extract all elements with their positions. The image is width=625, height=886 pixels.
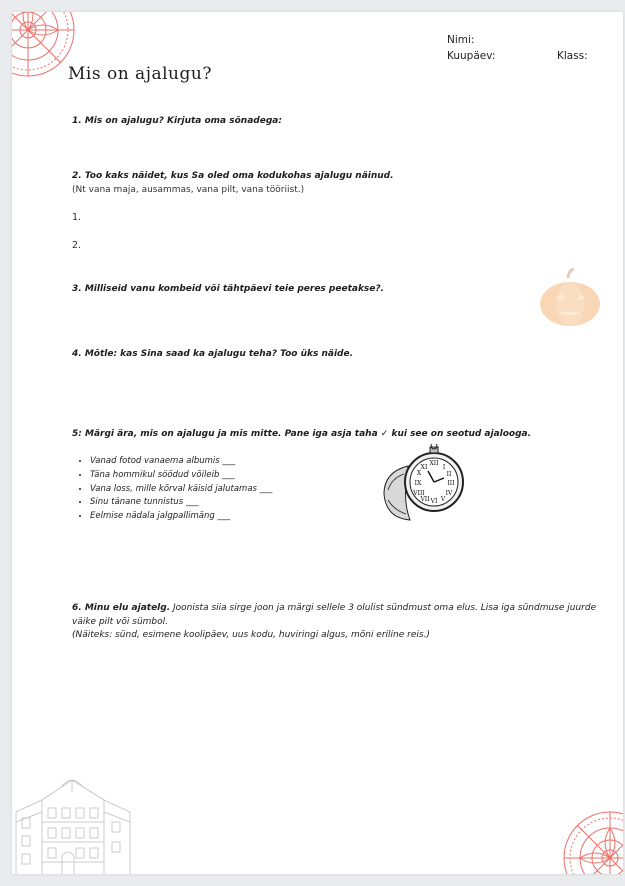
- question-2: 2. Too kaks näidet, kus Sa oled oma kodukohas ajalugu näinud.: [72, 171, 394, 181]
- building-icon: [12, 772, 132, 874]
- svg-text:IX: IX: [414, 480, 422, 487]
- pocket-watch-icon: [378, 444, 470, 524]
- question-6: [72, 602, 608, 643]
- question-5: 5: Märgi ära, mis on ajalugu ja mis mitte. Pane iga asja taha ✓ kui see on seotud ajalooga.: [72, 429, 532, 439]
- page-title: Mis on ajalugu?: [68, 64, 212, 84]
- svg-text:II: II: [446, 471, 452, 478]
- svg-text:VIII: VIII: [413, 490, 425, 497]
- list-item: • Eelmise nädala jalgpallimäng ___: [90, 510, 370, 524]
- svg-text:III: III: [447, 480, 455, 487]
- list-item: • Täna hommikul söödud võileib ___: [90, 469, 370, 483]
- svg-text:VII: VII: [420, 496, 430, 503]
- svg-text:X: X: [416, 470, 422, 477]
- answer-line-2: 2.: [72, 240, 82, 251]
- name-label: Nimi:: [447, 34, 475, 46]
- svg-text:V: V: [440, 496, 446, 503]
- question-2-note: (Nt vana maja, ausammas, vana pilt, vana tööriist.): [72, 185, 305, 195]
- question-4: 4. Mõtle: kas Sina saad ka ajalugu teha? Too üks näide.: [72, 349, 354, 359]
- list-item: • Vana loss, mille kõrval käisid jalutamas ___: [90, 483, 370, 497]
- question-6-note: (Näiteks: sünd, esimene koolipäev, uus kodu, huviringi algus, mõni eriline reis.): [72, 630, 430, 640]
- corner-ornament-bottom-right-icon: [560, 808, 623, 874]
- worksheet-page: [12, 12, 623, 874]
- question-6-text: Joonista siia sirge joon ja märgi sellele 3 olulist sündmust oma elus. Lisa iga sündmuse juurde väike pilt või sümbol.: [72, 603, 597, 627]
- svg-text:IV: IV: [445, 490, 453, 497]
- question-6-heading: 6. Minu elu ajatelg.: [72, 603, 171, 613]
- question-3: 3. Milliseid vanu kombeid või tähtpäevi teie peres peetakse?.: [72, 284, 385, 294]
- svg-text:XI: XI: [420, 464, 428, 471]
- svg-text:I: I: [442, 464, 446, 471]
- answer-line-1: 1.: [72, 212, 82, 223]
- class-label: Klass:: [557, 50, 588, 62]
- pumpkin-icon: [538, 268, 602, 328]
- list-item: • Vanad fotod vanaema albumis ___: [90, 455, 370, 469]
- list-item: • Sinu tänane tunnistus ___: [90, 496, 370, 510]
- question-5-list: [74, 455, 370, 524]
- svg-text:VI: VI: [430, 498, 438, 505]
- svg-text:XII: XII: [429, 460, 439, 467]
- date-label: Kuupäev:: [447, 50, 496, 62]
- question-1: 1. Mis on ajalugu? Kirjuta oma sõnadega:: [72, 116, 282, 126]
